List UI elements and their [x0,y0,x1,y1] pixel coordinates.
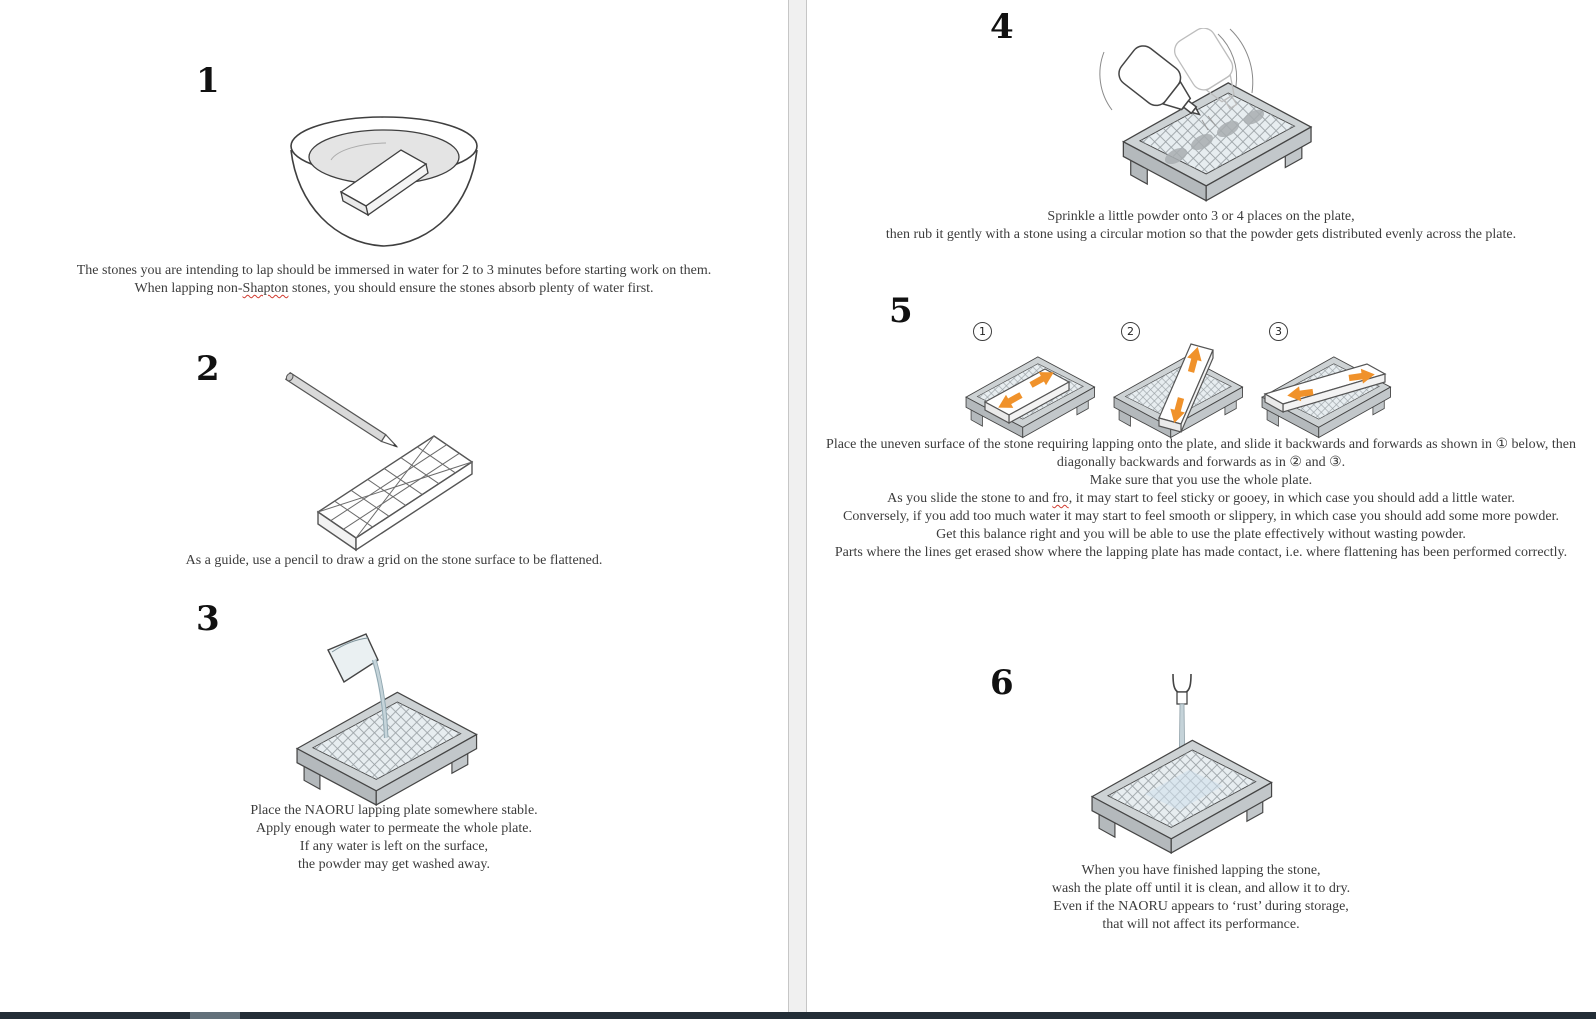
pour-water-image [288,632,493,808]
caption-text: Sprinkle a little powder onto 3 or 4 places on the plate, [1047,209,1355,224]
circled-number-3: 3 [1269,322,1288,341]
step-1-caption[interactable] [14,262,774,298]
step-5-illustration-3[interactable] [1255,322,1405,452]
step-1-illustration[interactable] [283,106,485,256]
caption-text: then rub it gently with a stone using a circular motion so that the powder gets distributed evenly across the plate. [885,227,1517,242]
step-6-caption[interactable] [823,862,1579,934]
bowl-with-stone-image [283,106,485,256]
step-2-caption[interactable] [14,552,774,570]
step-5-illustration-2[interactable] [1107,322,1257,452]
caption-text: Apply enough water to permeate the whole plate. [255,821,532,836]
horizontal-scrollbar[interactable] [0,1012,1596,1019]
caption-text: If any water is left on the surface, [299,839,489,854]
step-1-number[interactable]: 1 [196,61,220,101]
step-3-caption[interactable] [14,802,774,874]
rinse-plate-image [1085,672,1283,866]
caption-text: the powder may get washed away. [298,857,490,872]
left-page [0,0,788,1012]
misspelled-word[interactable]: Shapton [242,281,289,296]
sprinkle-powder-image [1070,28,1322,210]
step-5-caption[interactable] [823,436,1579,562]
caption-text: When lapping non-Shapton stones, you should ensure the stones absorb plenty of water first. [134,281,654,296]
caption-text: The stones you are intending to lap should be immersed in water for 2 to 3 minutes before starting work on them. [76,263,712,278]
right-page [807,0,1596,1012]
caption-text: wash the plate off until it is clean, and allow it to dry. [1051,881,1351,896]
caption-text: Place the uneven surface of the stone requiring lapping onto the plate, and slide it backwards and forwards as shown in ① below, then diagonally backwards and forwards as in ② and ③. [826,437,1576,470]
caption-text: Conversely, if you add too much water it may start to feel smooth or slippery, in which case you should add some more powder. [843,509,1559,524]
caption-text: Parts where the lines get erased show where the lapping plate has made contact, i.e. where flattening has been performed correctly. [834,545,1568,560]
caption-text: that will not affect its performance. [1102,917,1300,932]
caption-text: Make sure that you use the whole plate. [1089,473,1313,488]
caption-text: When you have finished lapping the stone, [1081,863,1321,878]
horizontal-scrollbar-thumb[interactable] [190,1012,240,1019]
step-4-illustration[interactable] [1070,28,1322,210]
caption-text: As a guide, use a pencil to draw a grid on the stone surface to be flattened. [185,553,603,568]
pencil-grid-image [268,366,508,552]
caption-text: As you slide the stone to and fro, it may start to feel sticky or gooey, in which case you should add a little water. [887,491,1515,506]
circled-number-2: 2 [1121,322,1140,341]
step-4-caption[interactable] [823,208,1579,244]
circled-number-1: 1 [973,322,992,341]
step-2-illustration[interactable] [268,366,508,552]
step-3-number[interactable]: 3 [196,599,220,639]
step-4-number[interactable]: 4 [990,7,1014,47]
step-6-illustration[interactable] [1085,672,1283,866]
step-5-number[interactable]: 5 [889,291,913,331]
step-3-illustration[interactable] [288,632,493,808]
step-6-number[interactable]: 6 [990,663,1014,703]
page-gap [788,0,807,1012]
step-2-number[interactable]: 2 [196,349,220,389]
caption-text: Place the NAORU lapping plate somewhere stable. [250,803,538,818]
caption-text: Even if the NAORU appears to ‘rust’ during storage, [1053,899,1349,914]
caption-text: Get this balance right and you will be able to use the plate effectively without wasting powder. [936,527,1466,542]
misspelled-word[interactable]: fro [1052,491,1069,506]
step-5-illustration-1[interactable] [959,322,1109,452]
